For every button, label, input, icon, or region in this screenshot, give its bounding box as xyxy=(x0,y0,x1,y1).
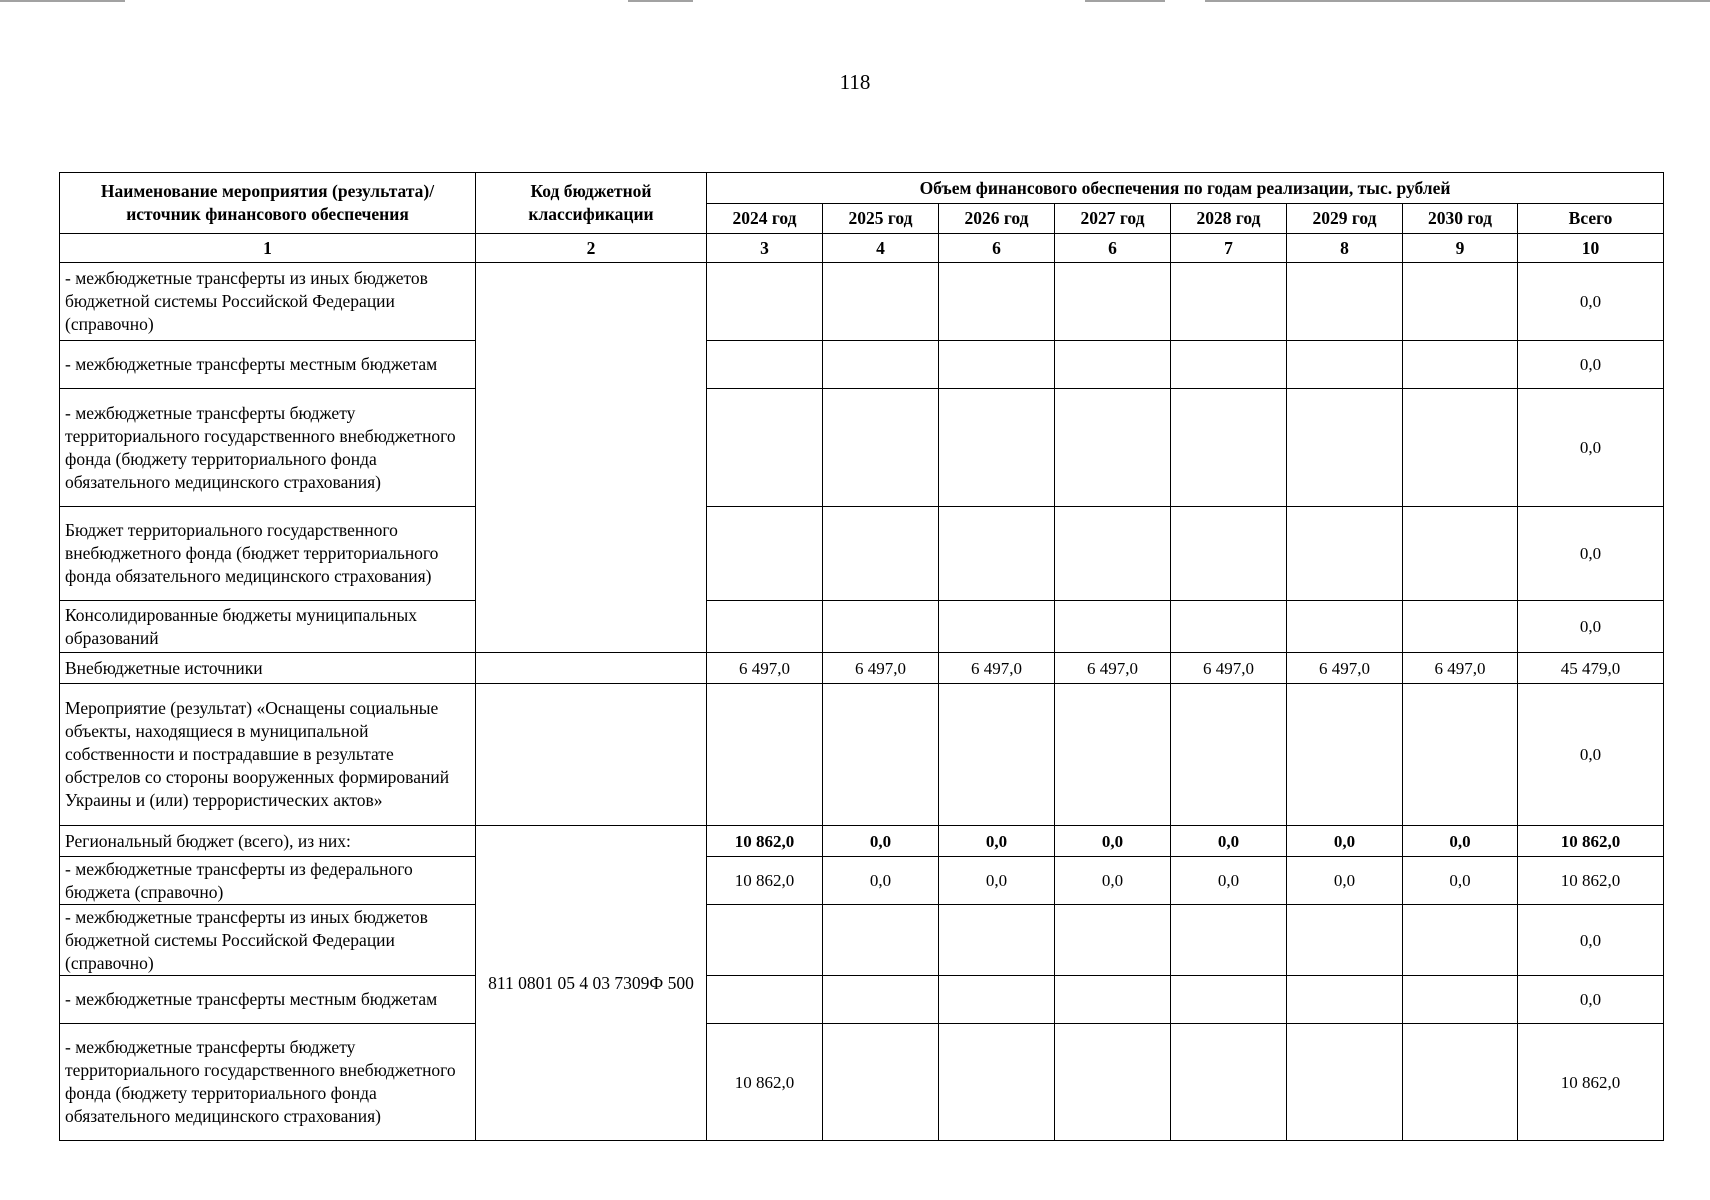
column-number: 8 xyxy=(1287,234,1403,263)
value-cell xyxy=(1171,601,1287,653)
value-cell xyxy=(823,389,939,507)
value-cell xyxy=(1287,263,1403,341)
column-number: 3 xyxy=(707,234,823,263)
value-cell: 6 497,0 xyxy=(1171,653,1287,684)
value-cell xyxy=(823,684,939,826)
total-cell: 0,0 xyxy=(1518,905,1664,976)
total-cell: 0,0 xyxy=(1518,976,1664,1024)
value-cell: 0,0 xyxy=(823,826,939,857)
table-row xyxy=(60,601,1664,653)
value-cell xyxy=(939,341,1055,389)
row-name: - межбюджетные трансферты из федерального бюджета (справочно) xyxy=(60,857,476,905)
table-row xyxy=(60,389,1664,507)
total-cell: 0,0 xyxy=(1518,507,1664,601)
row-name: - межбюджетные трансферты местным бюджетам xyxy=(60,341,476,389)
table-row xyxy=(60,341,1664,389)
value-cell: 6 497,0 xyxy=(707,653,823,684)
value-cell xyxy=(707,601,823,653)
total-cell: 45 479,0 xyxy=(1518,653,1664,684)
header-code: Код бюджетной классификации xyxy=(476,173,707,234)
value-cell xyxy=(939,389,1055,507)
row-name: - межбюджетные трансферты из иных бюджетов бюджетной системы Российской Федерации (справочно) xyxy=(60,905,476,976)
value-cell xyxy=(1403,263,1518,341)
value-cell xyxy=(1171,1024,1287,1141)
value-cell xyxy=(1055,1024,1171,1141)
value-cell xyxy=(707,684,823,826)
value-cell xyxy=(1403,684,1518,826)
header-name: Наименование мероприятия (результата)/ источник финансового обеспечения xyxy=(60,173,476,234)
column-numbers-row xyxy=(60,234,1664,263)
row-name: Бюджет территориального государственного внебюджетного фонда (бюджет территориального фонда обязательного медицинского страхования) xyxy=(60,507,476,601)
value-cell: 0,0 xyxy=(939,857,1055,905)
row-name: - межбюджетные трансферты бюджету территориального государственного внебюджетного фонда (бюджету территориального фонда обязательного медицинского страхования) xyxy=(60,389,476,507)
row-name: - межбюджетные трансферты местным бюджетам xyxy=(60,976,476,1024)
table-row xyxy=(60,263,1664,341)
budget-code-cell xyxy=(476,653,707,684)
column-number: 2 xyxy=(476,234,707,263)
total-cell: 10 862,0 xyxy=(1518,1024,1664,1141)
header-year: 2024 год xyxy=(707,204,823,234)
value-cell xyxy=(823,341,939,389)
total-cell: 10 862,0 xyxy=(1518,857,1664,905)
value-cell: 0,0 xyxy=(1055,826,1171,857)
value-cell: 6 497,0 xyxy=(939,653,1055,684)
total-cell: 10 862,0 xyxy=(1518,826,1664,857)
value-cell xyxy=(1287,976,1403,1024)
column-number: 1 xyxy=(60,234,476,263)
value-cell: 0,0 xyxy=(1171,857,1287,905)
value-cell xyxy=(1171,684,1287,826)
value-cell xyxy=(707,976,823,1024)
value-cell xyxy=(939,976,1055,1024)
value-cell xyxy=(707,389,823,507)
value-cell xyxy=(707,341,823,389)
scan-artifact xyxy=(628,0,693,2)
table-row xyxy=(60,826,1664,857)
row-name: Консолидированные бюджеты муниципальных образований xyxy=(60,601,476,653)
table-row xyxy=(60,653,1664,684)
header-year: 2030 год xyxy=(1403,204,1518,234)
value-cell xyxy=(823,1024,939,1141)
value-cell: 0,0 xyxy=(1171,826,1287,857)
value-cell xyxy=(1403,976,1518,1024)
value-cell xyxy=(1171,976,1287,1024)
value-cell xyxy=(1287,389,1403,507)
header-year: 2026 год xyxy=(939,204,1055,234)
value-cell xyxy=(939,601,1055,653)
value-cell xyxy=(1055,263,1171,341)
table-row xyxy=(60,857,1664,905)
value-cell xyxy=(1171,263,1287,341)
total-cell: 0,0 xyxy=(1518,263,1664,341)
value-cell xyxy=(1171,341,1287,389)
value-cell: 6 497,0 xyxy=(823,653,939,684)
table-row xyxy=(60,1024,1664,1141)
value-cell xyxy=(707,263,823,341)
value-cell: 10 862,0 xyxy=(707,1024,823,1141)
value-cell xyxy=(939,507,1055,601)
value-cell xyxy=(1055,389,1171,507)
value-cell xyxy=(1055,976,1171,1024)
scan-artifact xyxy=(1085,0,1165,2)
value-cell: 0,0 xyxy=(939,826,1055,857)
value-cell xyxy=(1403,905,1518,976)
row-name: - межбюджетные трансферты из иных бюджетов бюджетной системы Российской Федерации (справочно) xyxy=(60,263,476,341)
value-cell xyxy=(939,1024,1055,1141)
value-cell: 10 862,0 xyxy=(707,857,823,905)
value-cell xyxy=(1171,507,1287,601)
value-cell xyxy=(823,976,939,1024)
value-cell: 0,0 xyxy=(1287,857,1403,905)
page-number: 118 xyxy=(839,70,871,94)
value-cell: 10 862,0 xyxy=(707,826,823,857)
value-cell xyxy=(1055,507,1171,601)
value-cell xyxy=(1171,905,1287,976)
financing-table xyxy=(59,172,1664,1141)
value-cell: 6 497,0 xyxy=(1287,653,1403,684)
budget-code-cell xyxy=(476,263,707,653)
budget-code-cell: 811 0801 05 4 03 7309Ф 500 xyxy=(476,826,707,1141)
value-cell xyxy=(707,905,823,976)
value-cell: 6 497,0 xyxy=(1055,653,1171,684)
total-cell: 0,0 xyxy=(1518,601,1664,653)
value-cell: 0,0 xyxy=(1403,826,1518,857)
value-cell xyxy=(1055,341,1171,389)
scan-artifact xyxy=(1205,0,1710,2)
column-number: 10 xyxy=(1518,234,1664,263)
column-number: 9 xyxy=(1403,234,1518,263)
table-row xyxy=(60,905,1664,976)
column-number: 6 xyxy=(939,234,1055,263)
header-year: 2025 год xyxy=(823,204,939,234)
value-cell xyxy=(1287,905,1403,976)
total-cell: 0,0 xyxy=(1518,389,1664,507)
value-cell xyxy=(1403,507,1518,601)
value-cell xyxy=(1287,684,1403,826)
value-cell xyxy=(1287,1024,1403,1141)
header-volume: Объем финансового обеспечения по годам реализации, тыс. рублей xyxy=(707,173,1664,204)
value-cell xyxy=(1403,601,1518,653)
value-cell xyxy=(1403,1024,1518,1141)
value-cell xyxy=(1055,905,1171,976)
value-cell xyxy=(1287,601,1403,653)
value-cell xyxy=(707,507,823,601)
value-cell xyxy=(823,601,939,653)
scan-artifact xyxy=(0,0,125,2)
header-year: 2028 год xyxy=(1171,204,1287,234)
value-cell xyxy=(939,263,1055,341)
table-row xyxy=(60,507,1664,601)
value-cell: 0,0 xyxy=(1287,826,1403,857)
value-cell xyxy=(1287,341,1403,389)
value-cell xyxy=(939,684,1055,826)
row-name: Мероприятие (результат) «Оснащены социальные объекты, находящиеся в муниципальной собственности и пострадавшие в результате обстрелов со стороны вооруженных формирований Украины и (или) террористических актов» xyxy=(60,684,476,826)
budget-code-cell xyxy=(476,684,707,826)
value-cell xyxy=(1403,341,1518,389)
value-cell xyxy=(1055,684,1171,826)
row-name: - межбюджетные трансферты бюджету территориального государственного внебюджетного фонда (бюджету территориального фонда обязательного медицинского страхования) xyxy=(60,1024,476,1141)
value-cell: 6 497,0 xyxy=(1403,653,1518,684)
value-cell: 0,0 xyxy=(823,857,939,905)
row-name: Внебюджетные источники xyxy=(60,653,476,684)
value-cell: 0,0 xyxy=(1055,857,1171,905)
value-cell xyxy=(1055,601,1171,653)
header-year: 2029 год xyxy=(1287,204,1403,234)
value-cell xyxy=(1287,507,1403,601)
table-row xyxy=(60,976,1664,1024)
header-total: Всего xyxy=(1518,204,1664,234)
column-number: 4 xyxy=(823,234,939,263)
total-cell: 0,0 xyxy=(1518,684,1664,826)
value-cell xyxy=(1171,389,1287,507)
total-cell: 0,0 xyxy=(1518,341,1664,389)
row-name: Региональный бюджет (всего), из них: xyxy=(60,826,476,857)
value-cell: 0,0 xyxy=(1403,857,1518,905)
table-row xyxy=(60,684,1664,826)
value-cell xyxy=(823,263,939,341)
value-cell xyxy=(823,905,939,976)
value-cell xyxy=(1403,389,1518,507)
value-cell xyxy=(939,905,1055,976)
column-number: 7 xyxy=(1171,234,1287,263)
header-year: 2027 год xyxy=(1055,204,1171,234)
column-number: 6 xyxy=(1055,234,1171,263)
value-cell xyxy=(823,507,939,601)
